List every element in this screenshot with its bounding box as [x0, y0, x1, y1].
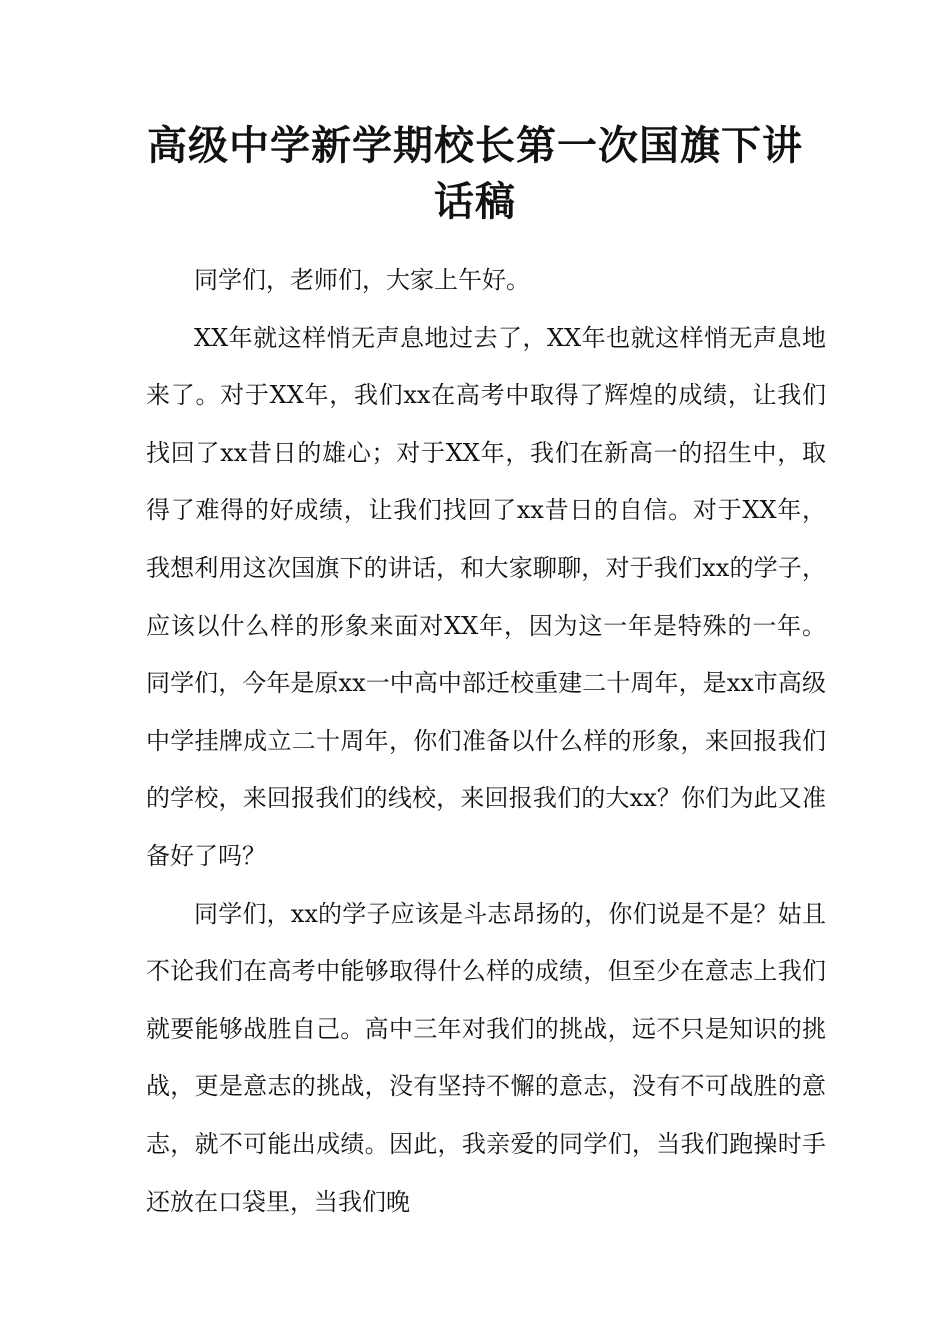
paragraph-greeting: 同学们，老师们，大家上午好。: [194, 266, 530, 294]
paragraph-willpower: 同学们，xx的学子应该是斗志昂扬的，你们说是不是？姑且不论我们在高考中能够取得什么样的成绩，但至少在意志上我们就要能够战胜自己。高中三年对我们的挑战，远不只是知识的挑战，更是意志的挑战，没有坚持不懈的意志，没有不可战胜的意志，就不可能出成绩。因此，我亲爱的同学们，当我们跑操时手还放在口袋里，当我们晚: [146, 899, 826, 1216]
document-body: [146, 252, 826, 1231]
paragraph-new-year: XX年就这样悄无声息地过去了，XX年也就这样悄无声息地来了。对于XX年，我们xx在高考中取得了辉煌的成绩，让我们找回了xx昔日的雄心；对于XX年，我们在新高一的招生中，取得了难得的好成绩，让我们找回了xx昔日的自信。对于XX年，我想利用这次国旗下的讲话，和大家聊聊，对于我们xx的学子，应该以什么样的形象来面对XX年，因为这一年是特殊的一年。同学们，今年是原xx一中高中部迁校重建二十周年，是xx市高级中学挂牌成立二十周年，你们准备以什么样的形象，来回报我们的学校，来回报我们的线校，来回报我们的大xx？你们为此又准备好了吗？: [146, 323, 826, 870]
document-title: 高级中学新学期校长第一次国旗下讲话稿: [147, 123, 803, 225]
